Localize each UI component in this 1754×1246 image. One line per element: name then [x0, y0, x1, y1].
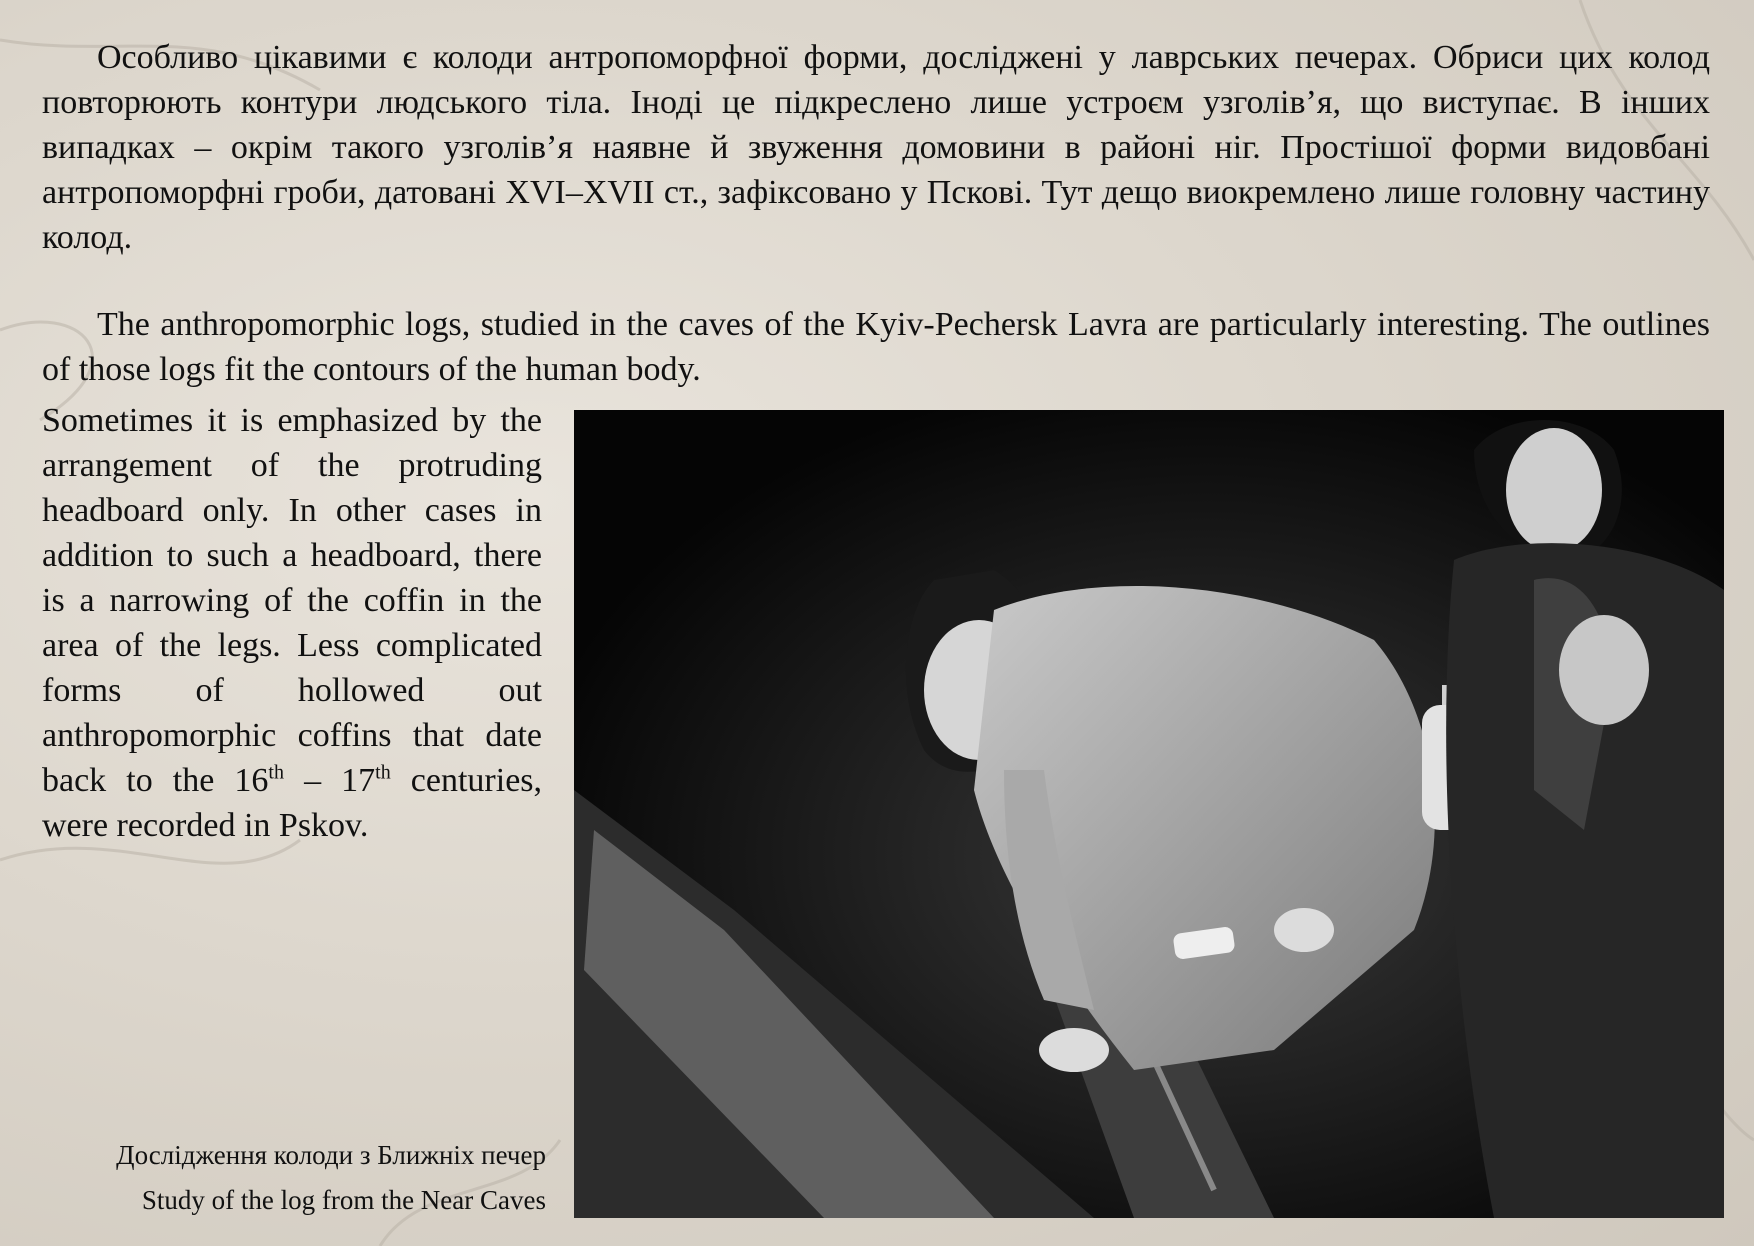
- superscript-th-1: th: [268, 761, 284, 784]
- english-paragraph-side: [42, 398, 542, 848]
- side-text-2: – 17: [283, 762, 376, 799]
- english-paragraph-intro: The anthropomorphic logs, studied in the caves of the Kyiv-Pechersk Lavra are particularly interesting. The outlines of those logs fit the contours of the human body.: [42, 306, 1710, 388]
- photo-caption-uk: Дослідження колоди з Ближніх печер: [116, 1140, 546, 1170]
- side-text-1: Sometimes it is emphasized by the arrangement of the protruding headboard only. In other cases in addition to such a headboard, there is a narrowing of the coffin in the area of the legs. Less complicated forms of hollowed out anthropomorphic coffins that date back to the 16: [42, 402, 542, 799]
- ukrainian-paragraph: Особливо цікавими є колоди антропоморфної форми, досліджені у лаврських печерах. Обриси цих колод повторюють контури людського тіла. Іноді це підкреслено лише устроєм узголів’я, що виступає. В інших випадках – окрім такого узголів’я наявне й звуження домовини в районі ніг. Простішої форми видовбані антропоморфні гроби, датовані XVI–XVII ст., зафіксовано у Пскові. Тут дещо виокремлено лише головну частину колод.: [42, 39, 1710, 256]
- superscript-th-2: th: [375, 761, 391, 784]
- photo-caption-en: Study of the log from the Near Caves: [141, 1185, 546, 1215]
- archival-photo: [574, 410, 1724, 1218]
- side-text-3: centuries, were recorded in Pskov.: [42, 762, 543, 844]
